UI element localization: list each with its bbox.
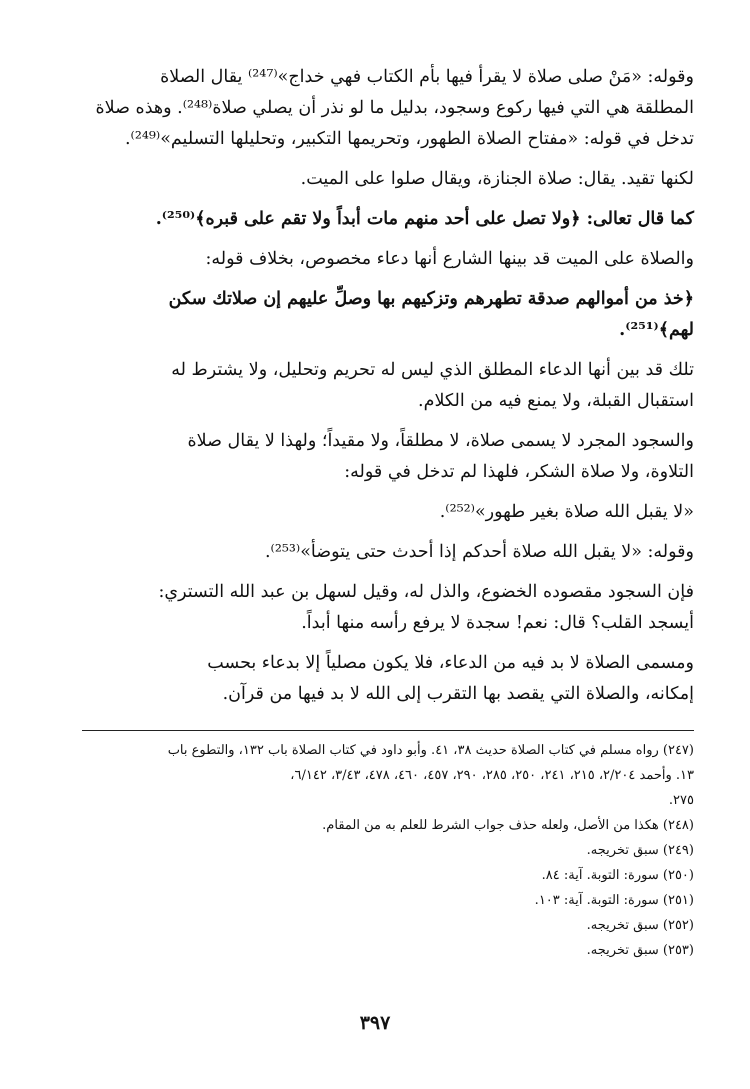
- text-line: إمكانه، والصلاة التي يقصد بها التقرب إلى الله لا بد فيها من قرآن.: [222, 684, 694, 704]
- text-line: التلاوة، ولا صلاة الشكر، فلهذا لم تدخل في قوله:: [344, 462, 694, 482]
- footnote: [82, 863, 694, 888]
- main-text: [82, 62, 694, 719]
- quran-verse: [82, 204, 694, 235]
- paragraph: [82, 244, 694, 275]
- paragraph: [82, 164, 694, 195]
- paragraph: [82, 426, 694, 488]
- footnote-line: ٢٧٥.: [668, 793, 694, 808]
- footnote-line: (٢٤٩) سبق تخريجه.: [586, 843, 694, 858]
- footnote-line: ١٣. وأحمد ٢/٢٠٤، ٢١٥، ٢٤١، ٢٥٠، ٢٨٥، ٢٩٠، ٤٥٧، ٤٦٠، ٤٧٨، ٣/٤٣، ٦/١٤٢،: [290, 768, 694, 783]
- text-line: «لا يقبل الله صلاة بغير طهور»⁽²⁵²⁾.: [439, 502, 694, 522]
- footnote-line: (٢٤٨) هكذا من الأصل، ولعله حذف جواب الشرط للعلم به من المقام.: [322, 818, 694, 833]
- footnote: [82, 813, 694, 838]
- footnote-line: (٢٥١) سورة: التوبة. آية: ١٠٣.: [534, 893, 694, 908]
- text-line: لهم﴾⁽²⁵¹⁾.: [619, 320, 694, 340]
- text-line: ومسمى الصلاة لا بد فيه من الدعاء، فلا يكون مصلياً إلا بدعاء بحسب: [207, 653, 694, 673]
- text-line: استقبال القبلة، ولا يمنع فيه من الكلام.: [418, 391, 694, 411]
- text-line: لكنها تقيد. يقال: صلاة الجنازة، ويقال صلوا على الميت.: [300, 169, 694, 189]
- paragraph: [82, 62, 694, 155]
- footnote-line: (٢٥٠) سورة: التوبة. آية: ٨٤.: [541, 868, 694, 883]
- text-line: كما قال تعالى: ﴿ولا تصل على أحد منهم مات أبداً ولا تقم على قبره﴾⁽²⁵⁰⁾.: [155, 209, 694, 229]
- text-line: تدخل في قوله: «مفتاح الصلاة الطهور، وتحريمها التكبير، وتحليلها التسليم»⁽²⁴⁹⁾.: [124, 129, 694, 149]
- footnote-line: (٢٤٧) رواه مسلم في كتاب الصلاة حديث ٣٨، ٤١. وأبو داود في كتاب الصلاة باب ١٣٢، والتطوع باب: [167, 743, 694, 758]
- footnote: [82, 738, 694, 813]
- text-line: وقوله: «مَنْ صلى صلاة لا يقرأ فيها بأم الكتاب فهي خداج»⁽²⁴⁷⁾ يقال الصلاة: [160, 67, 694, 87]
- hadith-quote: [82, 497, 694, 528]
- footnotes: [82, 738, 694, 963]
- footnote: [82, 888, 694, 913]
- text-line: والصلاة على الميت قد بينها الشارع أنها دعاء مخصوص، بخلاف قوله:: [205, 249, 694, 269]
- paragraph: [82, 355, 694, 417]
- text-line: المطلقة هي التي فيها ركوع وسجود، بدليل ما لو نذر أن يصلي صلاة⁽²⁴⁸⁾. وهذه صلاة: [95, 98, 694, 118]
- quran-verse: [82, 284, 694, 346]
- footnote: [82, 913, 694, 938]
- paragraph: [82, 537, 694, 568]
- text-line: أيسجد القلب؟ قال: نعم! سجدة لا يرفع رأسه منها أبداً.: [301, 613, 694, 633]
- page-number: ٣٩٧: [359, 1012, 391, 1034]
- footnote: [82, 938, 694, 963]
- text-line: والسجود المجرد لا يسمى صلاة، لا مطلقاً، ولا مقيداً؛ ولهذا لا يقال صلاة: [187, 431, 694, 451]
- text-line: ﴿خذ من أموالهم صدقة تطهرهم وتزكيهم بها وصلِّ عليهم إن صلاتك سكن: [168, 289, 694, 309]
- text-line: وقوله: «لا يقبل الله صلاة أحدكم إذا أحدث حتى يتوضأ»⁽²⁵³⁾.: [264, 542, 694, 562]
- footnote-divider: [82, 730, 694, 731]
- footnote-line: (٢٥٢) سبق تخريجه.: [586, 918, 694, 933]
- paragraph: [82, 577, 694, 639]
- footnote: [82, 838, 694, 863]
- paragraph: [82, 648, 694, 710]
- text-line: فإن السجود مقصوده الخضوع، والذل له، وقيل لسهل بن عبد الله التستري:: [158, 582, 694, 602]
- footnote-line: (٢٥٣) سبق تخريجه.: [586, 943, 694, 958]
- text-line: تلك قد بين أنها الدعاء المطلق الذي ليس له تحريم وتحليل، ولا يشترط له: [171, 360, 694, 380]
